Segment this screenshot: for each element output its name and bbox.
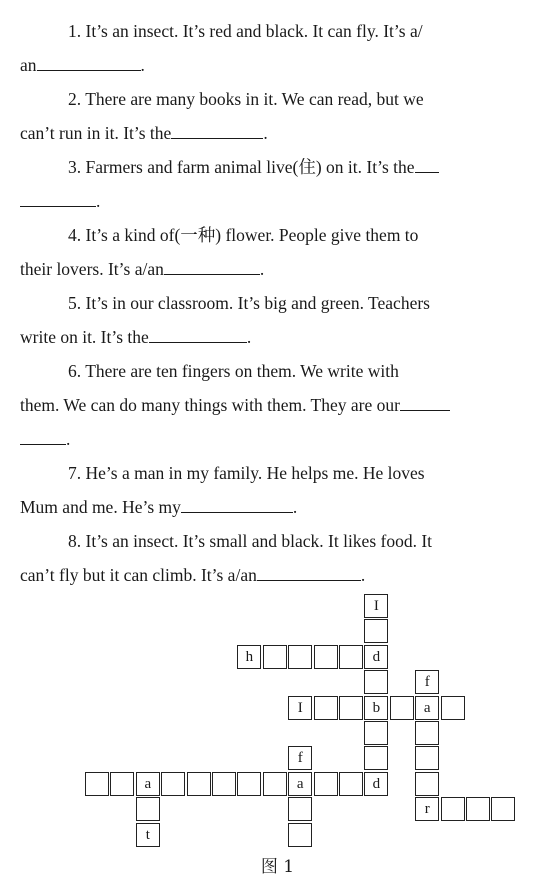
question-text: Mum and me. He’s my	[20, 497, 181, 517]
crossword-cell[interactable]	[491, 797, 515, 821]
question-text: It’s an insect. It’s small and black. It likes food. It	[85, 531, 433, 551]
question-text: .	[246, 327, 252, 347]
crossword-cell[interactable]	[314, 645, 338, 669]
question-text: an	[20, 55, 37, 75]
crossword-cell[interactable]	[466, 797, 490, 821]
crossword-cell[interactable]: d	[364, 772, 388, 796]
crossword-cell[interactable]: b	[364, 696, 388, 720]
crossword-cell[interactable]	[390, 696, 414, 720]
crossword-cell[interactable]: I	[288, 696, 312, 720]
crossword-cell[interactable]: r	[415, 797, 439, 821]
crossword-cell[interactable]	[136, 797, 160, 821]
crossword-cell[interactable]	[415, 772, 439, 796]
question-number: 1.	[68, 21, 82, 41]
crossword-cell[interactable]	[415, 746, 439, 770]
crossword-cell[interactable]: h	[237, 645, 261, 669]
question-text: There are ten fingers on them. We write with	[85, 361, 399, 381]
crossword-cell[interactable]: f	[288, 746, 312, 770]
question-text: their lovers. It’s a/an	[20, 259, 164, 279]
crossword-cell[interactable]	[339, 696, 363, 720]
question-number: 4.	[68, 225, 82, 245]
crossword-cell[interactable]	[187, 772, 211, 796]
crossword-cell[interactable]	[415, 721, 439, 745]
crossword-cell[interactable]	[263, 772, 287, 796]
crossword-cell[interactable]	[263, 645, 287, 669]
crossword-cell[interactable]	[441, 696, 465, 720]
crossword-cell[interactable]: a	[136, 772, 160, 796]
crossword-cell[interactable]	[364, 721, 388, 745]
crossword-cell[interactable]	[288, 823, 312, 847]
question-text: Farmers and farm animal live(住) on it. It’s the	[85, 157, 415, 177]
question-text: He’s a man in my family. He helps me. He loves	[85, 463, 425, 483]
question-number: 6.	[68, 361, 82, 381]
question-text: .	[259, 259, 265, 279]
question-text: .	[292, 497, 298, 517]
question-number: 5.	[68, 293, 82, 313]
question-text: It’s in our classroom. It’s big and green. Teachers	[85, 293, 430, 313]
question-number: 8.	[68, 531, 82, 551]
crossword-cell[interactable]	[314, 696, 338, 720]
crossword-cell[interactable]: t	[136, 823, 160, 847]
question-text: .	[96, 191, 101, 211]
question-number: 3.	[68, 157, 82, 177]
crossword-cell[interactable]	[237, 772, 261, 796]
question-text: can’t fly but it can climb. It’s a/an	[20, 565, 257, 585]
question-text: There are many books in it. We can read, but we	[85, 89, 424, 109]
crossword-cell[interactable]: a	[415, 696, 439, 720]
crossword-cell[interactable]	[161, 772, 185, 796]
question-text: .	[66, 429, 71, 449]
question-text: can’t run in it. It’s the	[20, 123, 172, 143]
crossword-cell[interactable]	[364, 619, 388, 643]
crossword-cell[interactable]	[364, 746, 388, 770]
question-text: It’s a kind of(一种) flower. People give them to	[85, 225, 419, 245]
question-text: write on it. It’s the	[20, 327, 149, 347]
crossword-cell[interactable]: a	[288, 772, 312, 796]
question-number: 7.	[68, 463, 82, 483]
crossword-cell[interactable]	[364, 670, 388, 694]
crossword-cell[interactable]	[314, 772, 338, 796]
question-number: 2.	[68, 89, 82, 109]
crossword-cell[interactable]	[288, 645, 312, 669]
question-text: .	[360, 565, 366, 585]
question-text: .	[140, 55, 145, 75]
crossword-cell[interactable]: d	[364, 645, 388, 669]
figure-caption: 图 1	[260, 857, 295, 877]
crossword-cell[interactable]	[288, 797, 312, 821]
question-text: them. We can do many things with them. They are our	[20, 395, 400, 415]
crossword-cell[interactable]	[110, 772, 134, 796]
question-text: .	[263, 123, 268, 143]
crossword-cell[interactable]: I	[364, 594, 388, 618]
crossword-cell[interactable]	[212, 772, 236, 796]
crossword-cell[interactable]	[85, 772, 109, 796]
crossword-cell[interactable]	[339, 772, 363, 796]
crossword-cell[interactable]	[441, 797, 465, 821]
question-text: It’s an insect. It’s red and black. It can fly. It’s a/	[85, 21, 423, 41]
crossword-cell[interactable]: f	[415, 670, 439, 694]
crossword-cell[interactable]	[339, 645, 363, 669]
